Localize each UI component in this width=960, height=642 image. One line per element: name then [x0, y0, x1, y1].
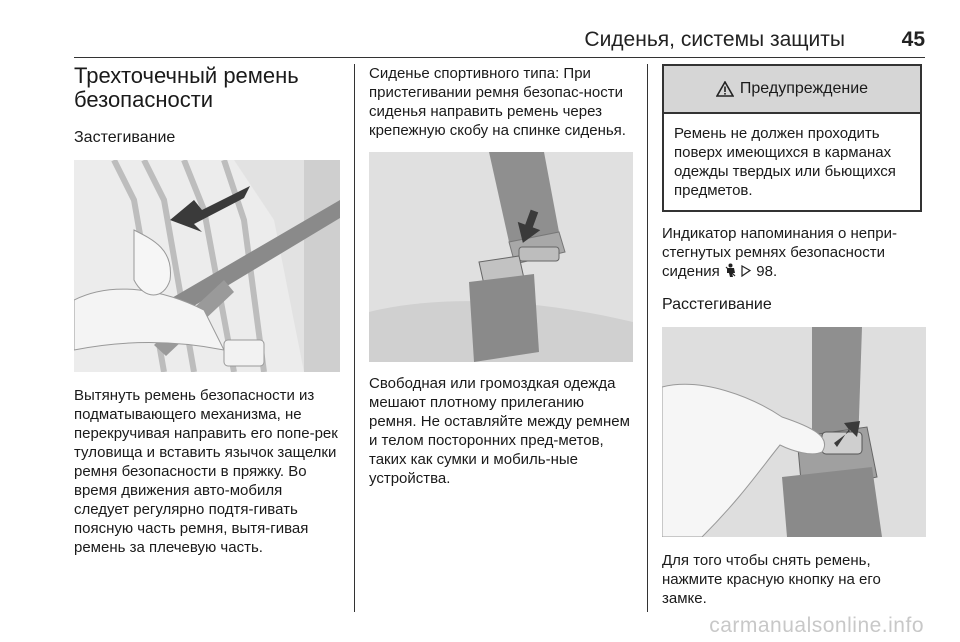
page-number: 45	[901, 28, 925, 51]
column-divider-1	[354, 64, 355, 612]
warning-text: Ремень не должен проходить поверх имеющихся в карманах одежды твердых или бьющихся предметов.	[674, 125, 896, 199]
buckle-illustration	[369, 152, 633, 362]
warning-triangle-icon	[716, 81, 734, 97]
header-rule	[74, 57, 925, 58]
unfasten-text: Для того чтобы снять ремень, нажмите красную кнопку на его замке.	[662, 552, 881, 607]
indicator-text	[662, 224, 926, 281]
warning-header	[664, 66, 920, 114]
warning-box	[662, 64, 922, 212]
subheading-unfasten: Расстегивание	[662, 296, 772, 313]
warning-title: Предупреждение	[739, 80, 869, 97]
subheading-fasten: Застегивание	[74, 129, 176, 146]
indicator-text-body: Индикатор напоминания о непри-стегнутых ремнях безопасности сидения	[662, 225, 897, 280]
sport-seat-text: Сиденье спортивного типа: При пристегивании ремня безопас-ности сиденья направить ремень через крепежную скобу на спинке сиденья.	[369, 65, 626, 139]
seatbelt-reminder-icon	[724, 263, 737, 278]
clothing-text: Свободная или громоздкая одежда мешают плотному прилеганию ремня. Не оставляйте между ремнем и телом посторонних пред-метов, таких как сумки и мобиль-ные устройства.	[369, 375, 630, 487]
fastening-text: Вытянуть ремень безопасности из подматывающего механизма, не перекручивая направить его попе-рек туловища и вставить язычок защелки ремня безопасности в пряжку. Во время движения авто-мобиля следует регулярно подтя-гивать поясную часть ремня, вытя-гивая ремень за плечевую часть.	[74, 387, 338, 556]
page-reference-icon	[741, 264, 752, 277]
main-heading: Трехточечный ремень безопасности	[74, 63, 299, 112]
fastening-illustration	[74, 160, 340, 372]
column-3	[662, 64, 926, 608]
section-title: Сиденья, системы защиты	[584, 28, 845, 51]
page-header	[74, 28, 925, 56]
indicator-page-ref[interactable]: 98.	[756, 263, 778, 280]
column-2	[369, 64, 633, 488]
column-1	[74, 64, 340, 557]
column-divider-2	[647, 64, 648, 612]
watermark: carmanualsonline.info	[709, 614, 924, 637]
unbuckle-illustration	[662, 327, 926, 537]
